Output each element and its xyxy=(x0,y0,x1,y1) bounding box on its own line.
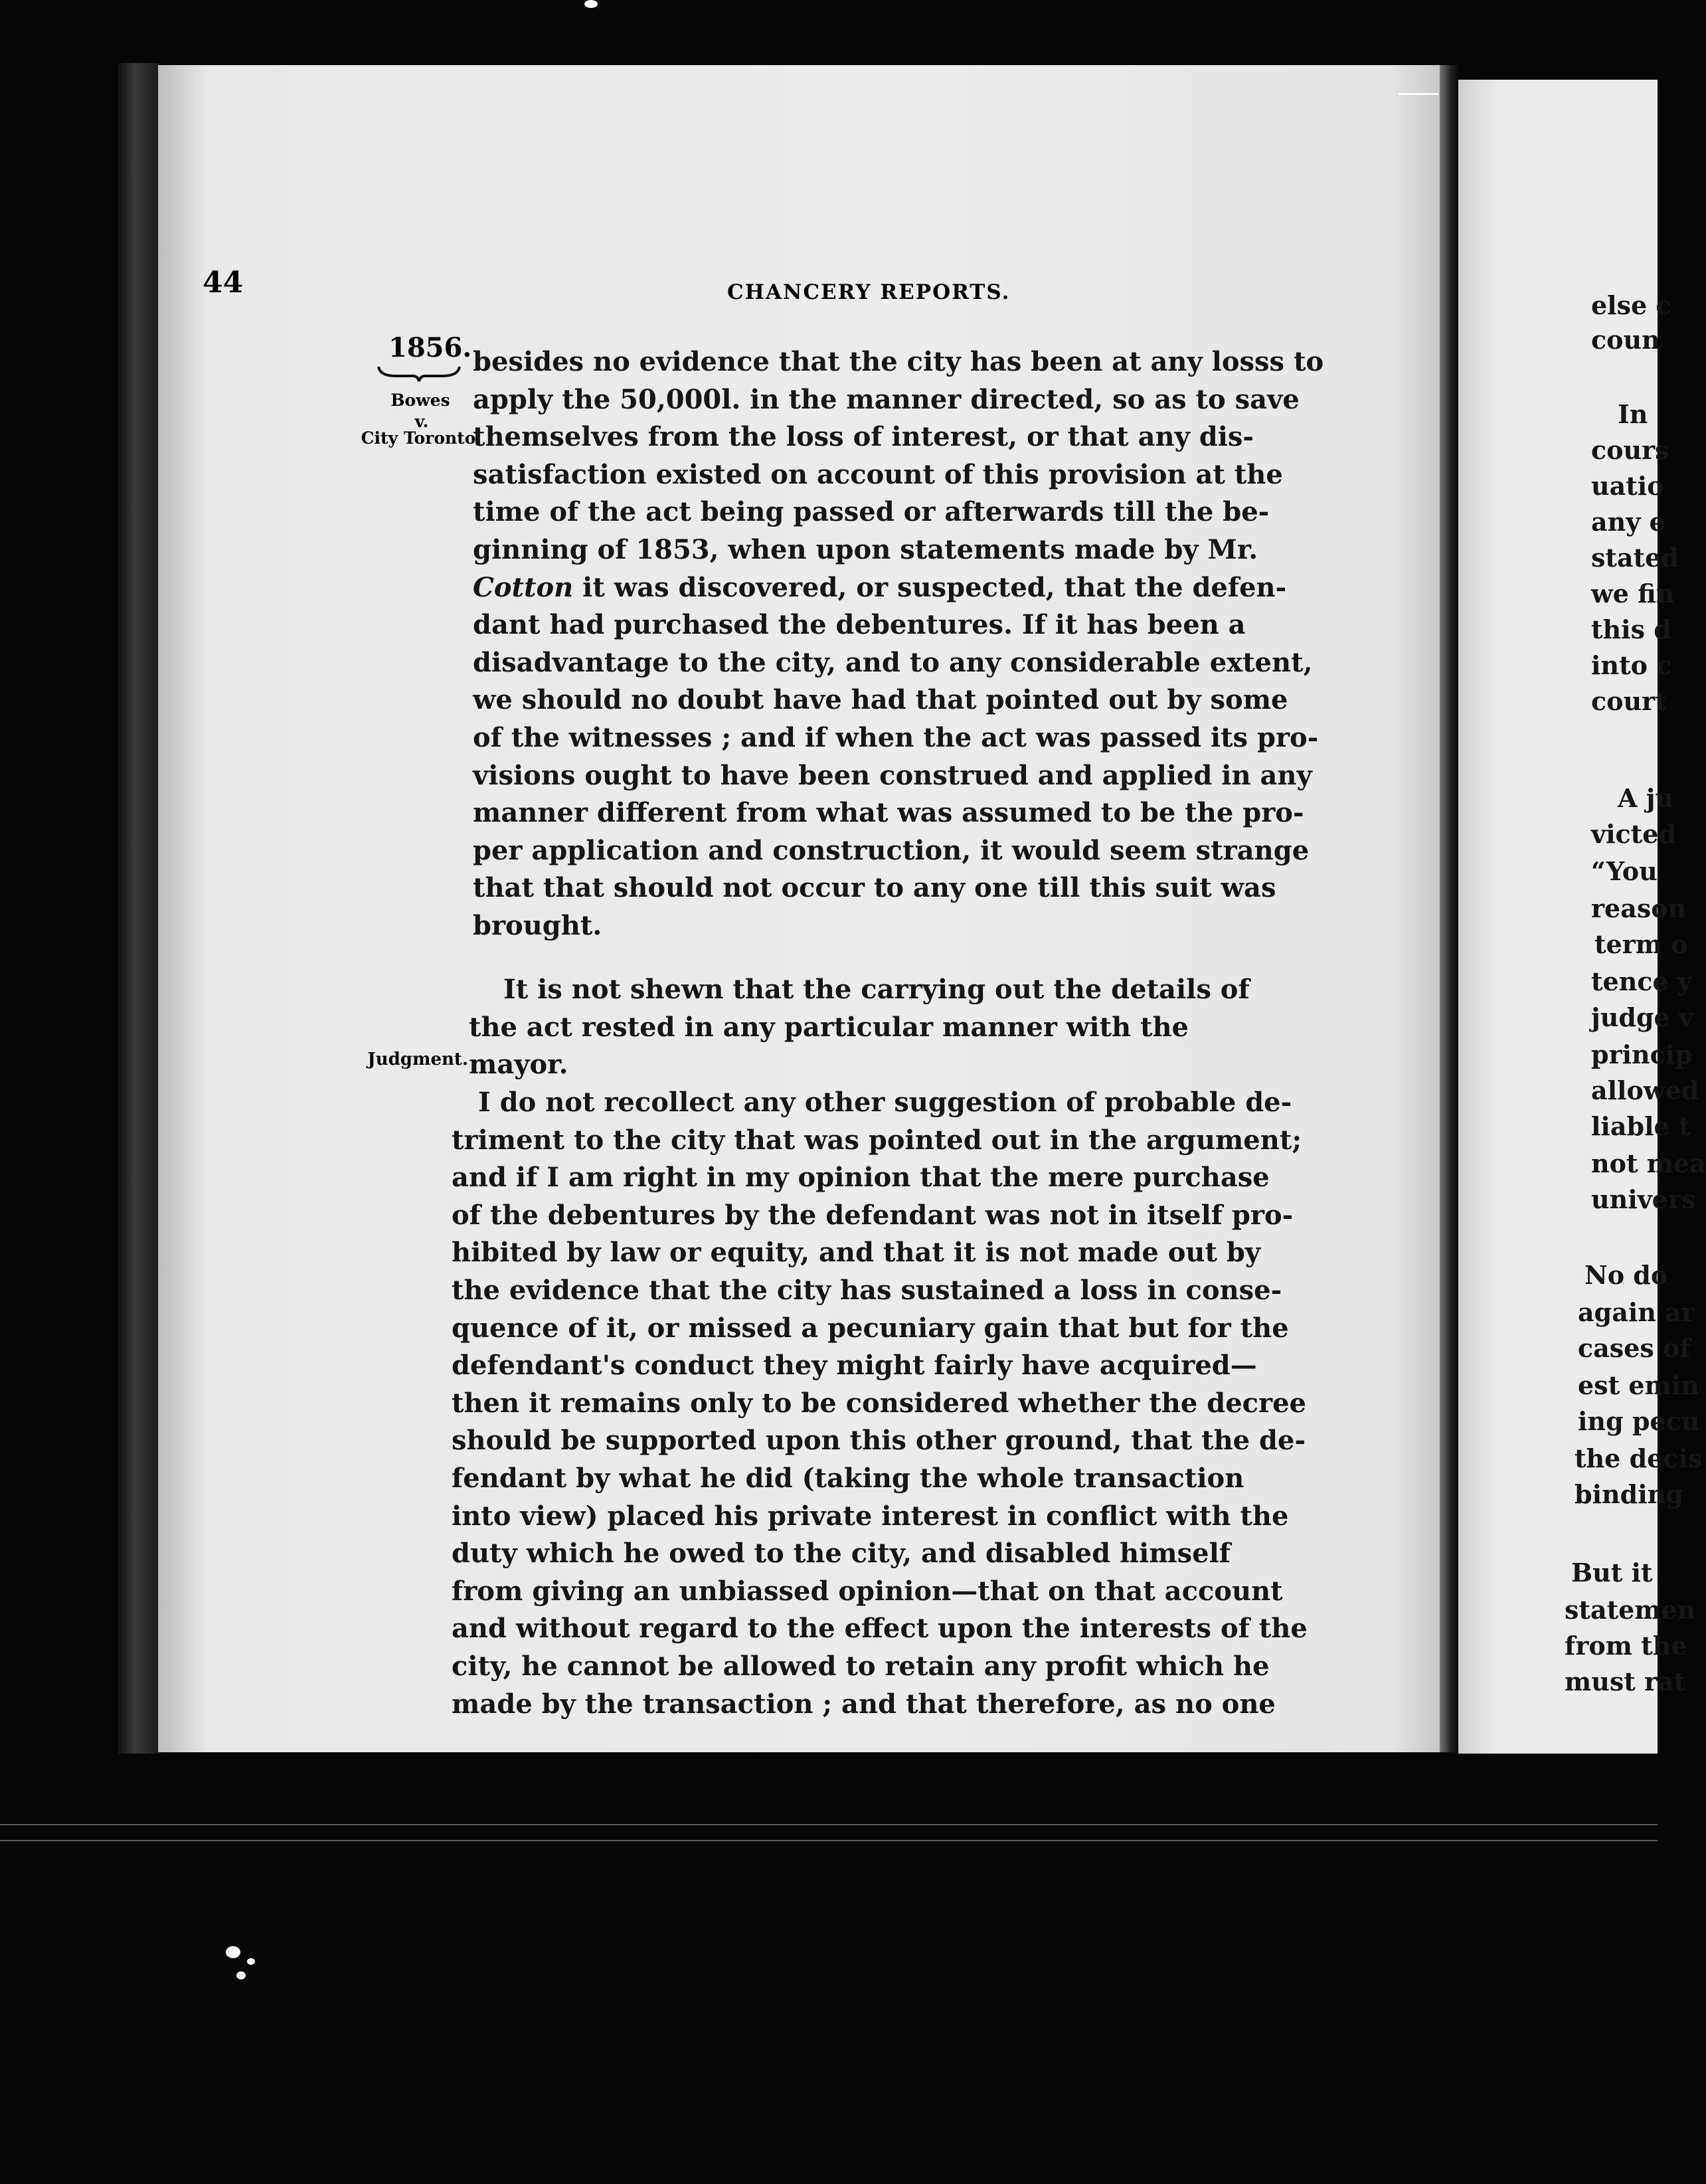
sidenote-year: 1856. xyxy=(388,332,472,363)
text-line: quence of it, or missed a pecuniary gain that but for the xyxy=(452,1312,1289,1344)
scan-artifact-line xyxy=(0,1824,1658,1825)
right-page-text-fragment: est emin xyxy=(1578,1370,1699,1400)
right-page-text-fragment: into c xyxy=(1591,650,1672,680)
text-line: fendant by what he did (taking the whole transaction xyxy=(452,1462,1244,1494)
right-page-text-fragment: cases of xyxy=(1578,1333,1691,1363)
text-line: and if I am right in my opinion that the mere purchase xyxy=(452,1162,1270,1194)
dust-speck xyxy=(247,1958,255,1965)
right-page-text-fragment: any e xyxy=(1591,507,1665,537)
text-line: of the debentures by the defendant was not in itself pro- xyxy=(452,1199,1294,1231)
right-page-text-fragment: binding xyxy=(1575,1479,1683,1509)
dust-speck xyxy=(584,0,598,8)
text-line: that that should not occur to any one till this suit was xyxy=(473,872,1276,904)
text-line: duty which he owed to the city, and disabled himself xyxy=(452,1538,1231,1570)
right-page-text-fragment: statemen xyxy=(1565,1595,1696,1625)
right-page-text-fragment: else c xyxy=(1591,290,1671,320)
text-line-rest: it was discovered, or suspected, that the defen- xyxy=(573,571,1287,603)
text-line: hibited by law or equity, and that it is not made out by xyxy=(452,1237,1261,1269)
right-page-text-fragment: not mea xyxy=(1591,1148,1706,1178)
right-page-text-fragment: cours xyxy=(1591,435,1669,465)
text-line: the act rested in any particular manner with the xyxy=(469,1011,1189,1043)
text-line: brought. xyxy=(473,909,602,941)
right-page-text-fragment: No do xyxy=(1584,1260,1668,1290)
right-page-text-fragment: uatio xyxy=(1591,471,1664,501)
page-gutter-edge xyxy=(1440,65,1458,1752)
page-number: 44 xyxy=(203,266,244,300)
text-line: of the witnesses ; and if when the act was passed its pro- xyxy=(473,721,1319,753)
paragraph-2 xyxy=(469,971,1263,1084)
sidenote-case-plaintiff: Bowes xyxy=(390,391,450,410)
text-line: mayor. xyxy=(469,1049,568,1081)
right-page-text-fragment: coun xyxy=(1591,325,1660,355)
text-line: the evidence that the city has sustained a loss in conse- xyxy=(452,1274,1282,1306)
paragraph-3 xyxy=(452,1084,1308,1723)
text-line: from giving an unbiassed opinion—that on that account xyxy=(452,1575,1283,1607)
text-line: time of the act being passed or afterwards till the be- xyxy=(473,496,1270,528)
text-line: defendant's conduct they might fairly have acquired— xyxy=(452,1350,1257,1382)
right-page-text-fragment: we fin xyxy=(1591,579,1675,608)
sidenote-case-versus: v. xyxy=(414,412,429,431)
right-page-text-fragment: univers xyxy=(1591,1184,1696,1214)
right-page-text-fragment: allowed xyxy=(1591,1075,1699,1105)
right-page-text-fragment: must rat xyxy=(1565,1667,1686,1696)
right-page-text-fragment: reason xyxy=(1591,893,1687,923)
right-page-text-fragment: princip xyxy=(1591,1040,1693,1069)
text-line: per application and construction, it would seem strange xyxy=(473,834,1310,866)
right-page-text-fragment: “You xyxy=(1591,856,1658,886)
right-page-text-fragment: the decis xyxy=(1575,1443,1703,1473)
right-page-text-fragment: stated xyxy=(1591,543,1679,573)
right-page-text-fragment: ing pecu xyxy=(1578,1406,1700,1436)
text-line: dant had purchased the debentures. If it has been a xyxy=(473,609,1246,641)
text-line: triment to the city that was pointed out in the argument; xyxy=(452,1124,1302,1156)
right-page-text-fragment: again ar xyxy=(1578,1297,1695,1327)
text-line: made by the transaction ; and that therefore, as no one xyxy=(452,1688,1276,1720)
text-line: satisfaction existed on account of this provision at the xyxy=(473,458,1283,490)
text-line: into view) placed his private interest in conflict with the xyxy=(452,1500,1289,1532)
right-page-text-fragment: term o xyxy=(1594,929,1688,959)
text-line: we should no doubt have had that pointed out by some xyxy=(473,684,1288,716)
text-line: I do not recollect any other suggestion of probable de- xyxy=(478,1087,1292,1118)
text-line: apply the 50,000l. in the manner directed, so as to save xyxy=(473,383,1300,415)
dust-speck xyxy=(1399,93,1438,95)
text-line: It is not shewn that the carrying out the details of xyxy=(503,974,1250,1005)
text-line: ginning of 1853, when upon statements made by Mr. xyxy=(473,533,1258,565)
text-line: should be supported upon this other ground, that the de- xyxy=(452,1425,1306,1457)
text-line: besides no evidence that the city has been at any losss to xyxy=(473,346,1324,377)
right-page-text-fragment: But it xyxy=(1571,1558,1653,1588)
book-spine-shadow xyxy=(118,63,159,1754)
right-page-text-fragment: In xyxy=(1618,399,1648,429)
right-page-text-fragment: A ju xyxy=(1618,783,1674,813)
text-line: visions ought to have been construed and applied in any xyxy=(473,759,1312,791)
dust-speck xyxy=(236,1971,246,1979)
text-line: disadvantage to the city, and to any considerable extent, xyxy=(473,646,1313,678)
dust-speck xyxy=(226,1946,240,1958)
right-page-text-fragment: liable t xyxy=(1591,1111,1691,1141)
right-page-text-fragment: court xyxy=(1591,686,1667,716)
text-line: and without regard to the effect upon the interests of the xyxy=(452,1613,1308,1645)
right-page-text-fragment: tence y xyxy=(1591,966,1692,996)
page-header xyxy=(203,266,1331,306)
right-page-text-fragment: this d xyxy=(1591,614,1671,644)
text-line: city, he cannot be allowed to retain any profit which he xyxy=(452,1650,1270,1682)
right-page-text-fragment: judge v xyxy=(1591,1002,1694,1032)
sidenote-case-defendant: City Toronto xyxy=(361,428,476,448)
paragraph-1 xyxy=(473,343,1324,945)
sidenote-judgment: Judgment. xyxy=(367,1049,468,1069)
right-page-text-fragment: victed xyxy=(1591,819,1676,849)
right-page-fragment xyxy=(1458,80,1706,1754)
text-line xyxy=(473,569,1287,607)
right-page-text-fragment: from the xyxy=(1565,1631,1687,1661)
scan-artifact-line xyxy=(0,1840,1658,1841)
italic-name: Cotton xyxy=(473,571,574,603)
brace-ornament xyxy=(376,364,462,383)
text-line: themselves from the loss of interest, or that any dis- xyxy=(473,421,1254,453)
running-title: CHANCERY REPORTS. xyxy=(727,280,1011,304)
text-line: manner different from what was assumed to be the pro- xyxy=(473,797,1304,829)
text-line: then it remains only to be considered whether the decree xyxy=(452,1387,1306,1419)
